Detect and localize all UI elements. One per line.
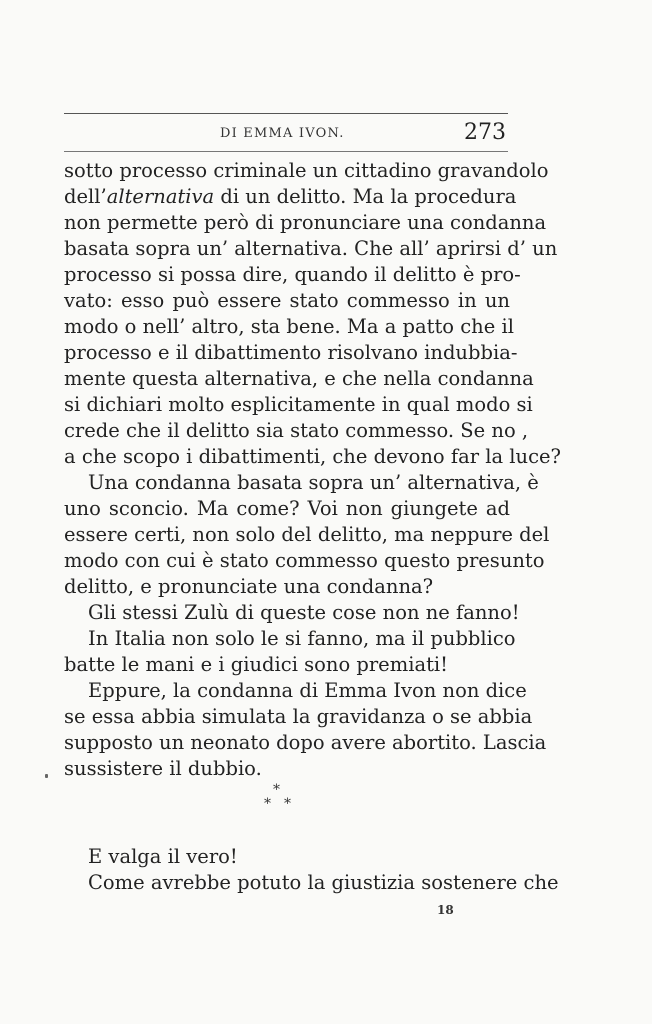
text-line: modo o nell’ altro, sta bene. Ma a patto che il: [64, 315, 514, 338]
text-line: a che scopo i dibattimenti, che devono far la luce?: [64, 445, 561, 468]
text-line: Una condanna basata sopra un’ alternativa, è: [88, 471, 539, 494]
text-line: Come avrebbe potuto la giustizia sostenere che: [88, 871, 559, 894]
text-line: sussistere il dubbio.: [64, 757, 262, 780]
text-line: supposto un neonato dopo avere abortito. Lascia: [64, 731, 547, 754]
text-line: essere certi, non solo del delitto, ma neppure del: [64, 523, 550, 546]
text-line: crede che il delitto sia stato commesso. Se no ,: [64, 419, 529, 442]
text-segment: di un delitto. Ma la procedura: [214, 185, 517, 208]
header-rule: [64, 151, 508, 152]
asterism-section-break: [258, 782, 298, 816]
text-line: uno sconcio. Ma come? Voi non giungete ad: [64, 497, 510, 520]
running-head: [0, 120, 652, 150]
text-line: mente questa alternativa, e che nella condanna: [64, 367, 534, 390]
text-line: In Italia non solo le si fanno, ma il pubblico: [88, 627, 516, 650]
asterism-star: *: [264, 796, 271, 812]
text-line: Gli stessi Zulù di queste cose non ne fanno!: [88, 601, 520, 624]
text-line: E valga il vero!: [88, 845, 238, 868]
text-line: processo e il dibattimento risolvano indubbia-: [64, 341, 518, 364]
text-line: processo si possa dire, quando il delitto è pro-: [64, 263, 521, 286]
text-line: Eppure, la condanna di Emma Ivon non dice: [88, 679, 527, 702]
running-title: DI EMMA IVON.: [220, 126, 345, 141]
asterism-star: *: [284, 796, 291, 812]
signature-mark: 18: [437, 903, 454, 917]
emphasized-word: alternativa: [106, 185, 215, 208]
text-line: modo con cui è stato commesso questo presunto: [64, 549, 545, 572]
asterism-star: *: [273, 782, 280, 798]
text-line: vato: esso può essere stato commesso in un: [64, 289, 510, 312]
text-line: sotto processo criminale un cittadino gravandolo: [64, 159, 549, 182]
page-number: 273: [464, 120, 506, 145]
text-line: si dichiari molto esplicitamente in qual modo si: [64, 393, 533, 416]
top-rule: [64, 113, 508, 114]
text-line: se essa abbia simulata la gravidanza o se abbia: [64, 705, 533, 728]
text-segment: dell’: [64, 185, 107, 208]
text-line: batte le mani e i giudici sono premiati!: [64, 653, 448, 676]
text-line: delitto, e pronunciate una condanna?: [64, 575, 434, 598]
text-line: [64, 184, 517, 210]
print-speck: [45, 774, 48, 778]
text-line: basata sopra un’ alternativa. Che all’ aprirsi d’ un: [64, 237, 558, 260]
text-line: non permette però di pronunciare una condanna: [64, 211, 547, 234]
